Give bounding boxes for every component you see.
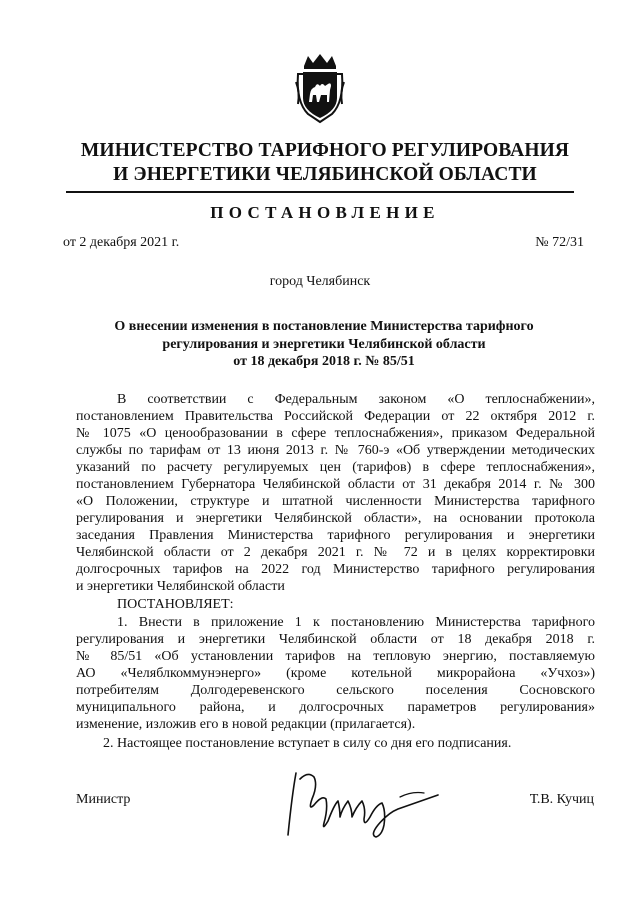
handwritten-signature [278,765,448,843]
resolves-heading: ПОСТАНОВЛЯЕТ: [117,597,234,612]
coat-of-arms-icon [294,52,346,124]
body-line: постановлением Правительства Российской Федерации от 22 октября 2012 г. [76,409,595,424]
signatory-name: Т.В. Кучиц [529,792,594,807]
document-date: от 2 декабря 2021 г. [63,235,180,250]
item-1-line: АО «Челяблкоммунэнерго» (кроме котельной микрорайона «Учхоз») [76,666,595,681]
body-line: регулирования и энергетики Челябинской области», на основании протокола [76,511,595,526]
document-type-heading: ПОСТАНОВЛЕНИЕ [210,203,440,222]
subject-line: регулирования и энергетики Челябинской области [162,336,486,352]
body-line: заседания Правления Министерства тарифного регулирования и энергетики [76,528,595,543]
body-line: Челябинской области от 2 декабря 2021 г. № 72 и в целях корректировки [76,545,595,560]
signatory-position: Министр [76,792,131,807]
body-line: службы по тарифам от 13 июня 2013 г. № 760-э «Об утверждении методических [76,443,595,458]
subject-line: от 18 декабря 2018 г. № 85/51 [233,354,415,369]
document-subject [100,318,548,371]
body-line: «О Положении, структуре и штатной численности Министерства тарифного [76,494,595,509]
subject-line: О внесении изменения в постановление Министерства тарифного [114,319,534,334]
body-line: В соответствии с Федеральным законом «О теплоснабжении», [117,392,595,407]
body-line: № 1075 «О ценообразовании в сфере теплоснабжения», приказом Федеральной [76,426,595,441]
body-line: постановлением Губернатора Челябинской области от 31 декабря 2014 г. № 300 [76,477,595,492]
item-1-line: муниципального района, и долгосрочных параметров регулирования» [76,700,595,715]
header-divider [66,191,574,193]
body-line: указаний по расчету регулируемых цен (тарифов) в сфере теплоснабжения», [76,460,595,475]
document-city: город Челябинск [269,274,371,289]
item-1-line: регулирования и энергетики Челябинской области от 18 декабря 2018 г. [76,632,595,647]
document-number: № 72/31 [535,235,584,250]
item-1-line: № 85/51 «Об установлении тарифов на тепловую энергию, поставляемую [76,649,595,664]
item-1-line: изменение, изложив его в новой редакции (прилагается). [76,717,416,732]
item-2-line: 2. Настоящее постановление вступает в силу со дня его подписания. [103,736,512,751]
body-line: долгосрочных тарифов на 2022 год Министерство тарифного регулирования [76,562,595,577]
ministry-title-line-1: МИНИСТЕРСТВО ТАРИФНОГО РЕГУЛИРОВАНИЯ [80,140,570,161]
body-line: и энергетики Челябинской области [76,579,285,594]
ministry-title-line-2: И ЭНЕРГЕТИКИ ЧЕЛЯБИНСКОЙ ОБЛАСТИ [113,164,537,185]
item-1-line: 1. Внести в приложение 1 к постановлению Министерства тарифного [117,615,595,630]
item-1-line: потребителям Долгодеревенского сельского поселения Сосновского [76,683,595,698]
